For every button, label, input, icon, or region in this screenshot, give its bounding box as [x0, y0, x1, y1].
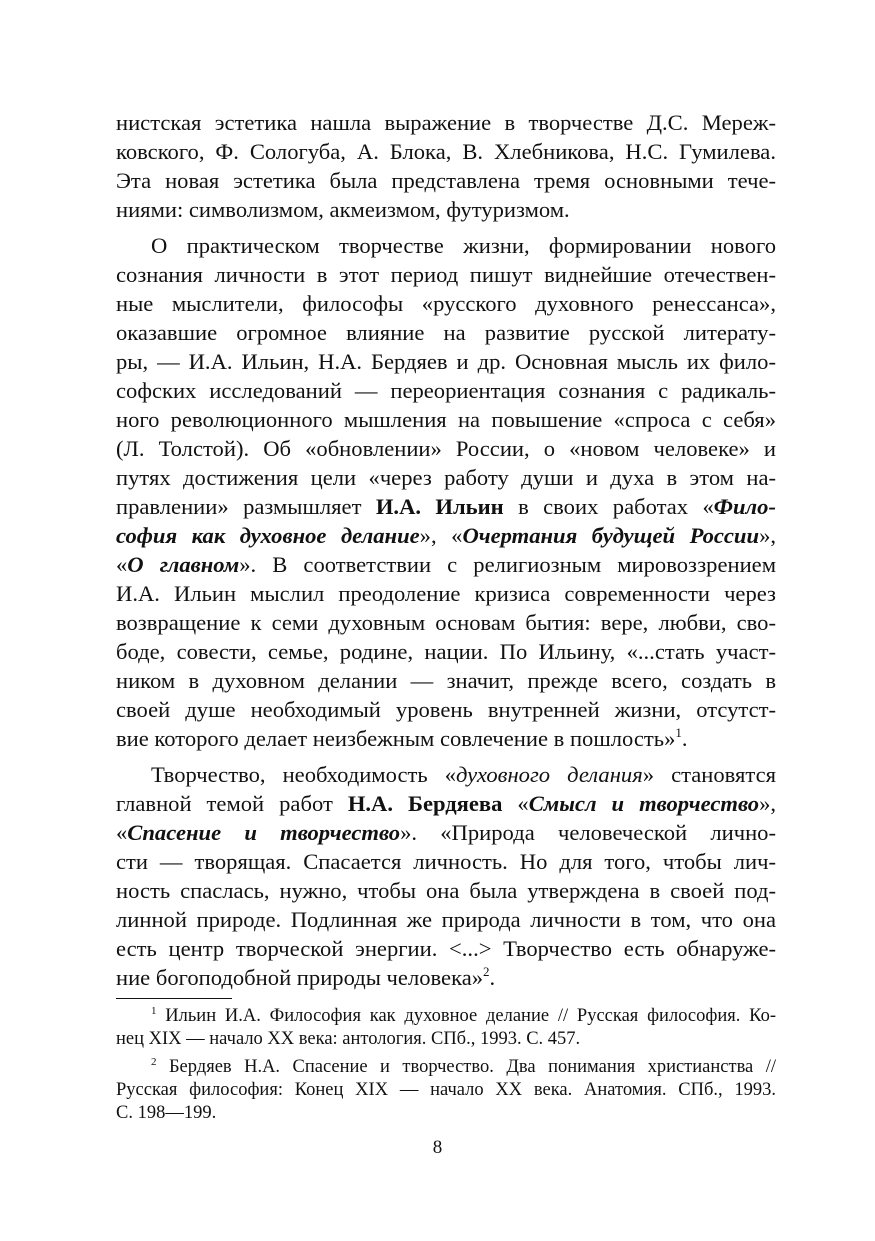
footnote-line: $^1$ Ильин И.А. Философия как духовное делание // Русская философия. Ко- [151, 1005, 776, 1026]
text-line: «О главном». В соответствии с религиозным мировоззрением [116, 552, 776, 577]
footnote-1 [116, 1005, 776, 1051]
text-line: «Спасение и творчество». «Природа человеческой лично- [116, 820, 776, 845]
text-line: софских исследований — переориентация сознания с радикаль- [116, 378, 776, 403]
footnote-line: нец XIX — начало XX века: антология. СПб., 1993. С. 457. [116, 1029, 581, 1049]
body-text [116, 108, 776, 992]
footnote-line: $^2$ Бердяев Н.А. Спасение и творчество. Два понимания христианства // [151, 1056, 776, 1077]
footnote-line: Русская философия: Конец XIX — начало XX века. Анатомия. СПб., 1993. [116, 1080, 776, 1100]
text-line: вие которого делает неизбежным совлечение в пошлость»$^1$. [116, 725, 688, 751]
text-line: нистская эстетика нашла выражение в творчестве Д.С. Мереж- [116, 110, 776, 135]
footnote-divider [116, 998, 232, 999]
paragraph-3 [116, 760, 776, 992]
footnote-ref-1[interactable]: 1 [675, 725, 682, 740]
text-line: есть центр творческой энергии. <...> Творчество есть обнаруже- [116, 936, 776, 961]
author-berdyaev: Н.А. Бердяева [347, 791, 503, 816]
text-line: оказавшие огромное влияние на развитие русской литерату- [116, 320, 776, 345]
text-line: линной природе. Подлинная же природа личности в том, что она [116, 907, 776, 932]
text-line: возвращение к семи духовным основам бытия: вере, любви, сво- [116, 610, 776, 635]
paragraph-2 [116, 231, 776, 753]
work-title: Фило- [713, 494, 776, 519]
author-ilyin: И.А. Ильин [375, 494, 504, 519]
text-line: И.А. Ильин мыслил преодоление кризиса современности через [116, 581, 776, 606]
text-line: Эта новая эстетика была представлена тремя основными тече- [116, 168, 776, 193]
text-line: Творчество, необходимость «духовного делания» становятся [151, 762, 776, 787]
text-line: правлении» размышляет И.А. Ильин в своих работах «Фило- [116, 494, 776, 519]
text-line: О практическом творчестве жизни, формировании нового [151, 233, 776, 258]
footnote-number: 1 [151, 1005, 157, 1017]
text-line: софия как духовное делание», «Очертания будущей России», [116, 523, 777, 548]
footnote-2 [116, 1056, 776, 1125]
work-title: О главном [127, 552, 240, 577]
text-line: главной темой работ Н.А. Бердяева «Смысл и творчество», [116, 791, 777, 816]
footnote-line: С. 198—199. [116, 1103, 217, 1123]
footnote-number: 2 [151, 1056, 157, 1068]
footnotes [116, 1005, 776, 1125]
text-line: боде, совести, семье, родине, нации. По Ильину, «...стать участ- [116, 639, 776, 664]
paragraph-1 [116, 108, 776, 224]
text-line: своей душе необходимый уровень внутренней жизни, отсутст- [116, 697, 776, 722]
page-number: 8 [432, 1137, 443, 1158]
text-line: ние богоподобной природы человека»$^2$. [116, 964, 496, 990]
text-line: ные мыслители, философы «русского духовного ренессанса», [116, 291, 776, 316]
work-title: Смысл и творчество [528, 791, 760, 816]
work-title: Очертания будущей России [462, 523, 760, 548]
text-line: путях достижения цели «через работу души и духа в этом на- [116, 465, 776, 490]
text-line: ниями: символизмом, акмеизмом, футуризмом. [116, 197, 570, 222]
text-line: ры, — И.А. Ильин, Н.А. Бердяев и др. Основная мысль их фило- [116, 349, 776, 374]
emphasis: духовного делания [456, 762, 643, 787]
text-line: сознания личности в этот период пишут виднейшие отечествен- [116, 262, 776, 287]
work-title: софия как духовное делание [116, 523, 420, 548]
text-line: ковского, Ф. Сологуба, А. Блока, В. Хлебникова, Н.С. Гумилева. [116, 139, 776, 164]
text-line: (Л. Толстой). Об «обновлении» России, о «новом человеке» и [116, 436, 776, 461]
text-line: сти — творящая. Спасается личность. Но для того, чтобы лич- [116, 849, 776, 874]
footnote-ref-2[interactable]: 2 [483, 964, 490, 979]
text-line: ность спаслась, нужно, чтобы она была утверждена в своей под- [116, 878, 776, 903]
text-line: ного революционного мышления на повышение «спроса с себя» [116, 407, 776, 432]
text-line: ником в духовном делании — значит, прежде всего, создать в [116, 668, 776, 693]
work-title: Спасение и творчество [127, 820, 401, 845]
